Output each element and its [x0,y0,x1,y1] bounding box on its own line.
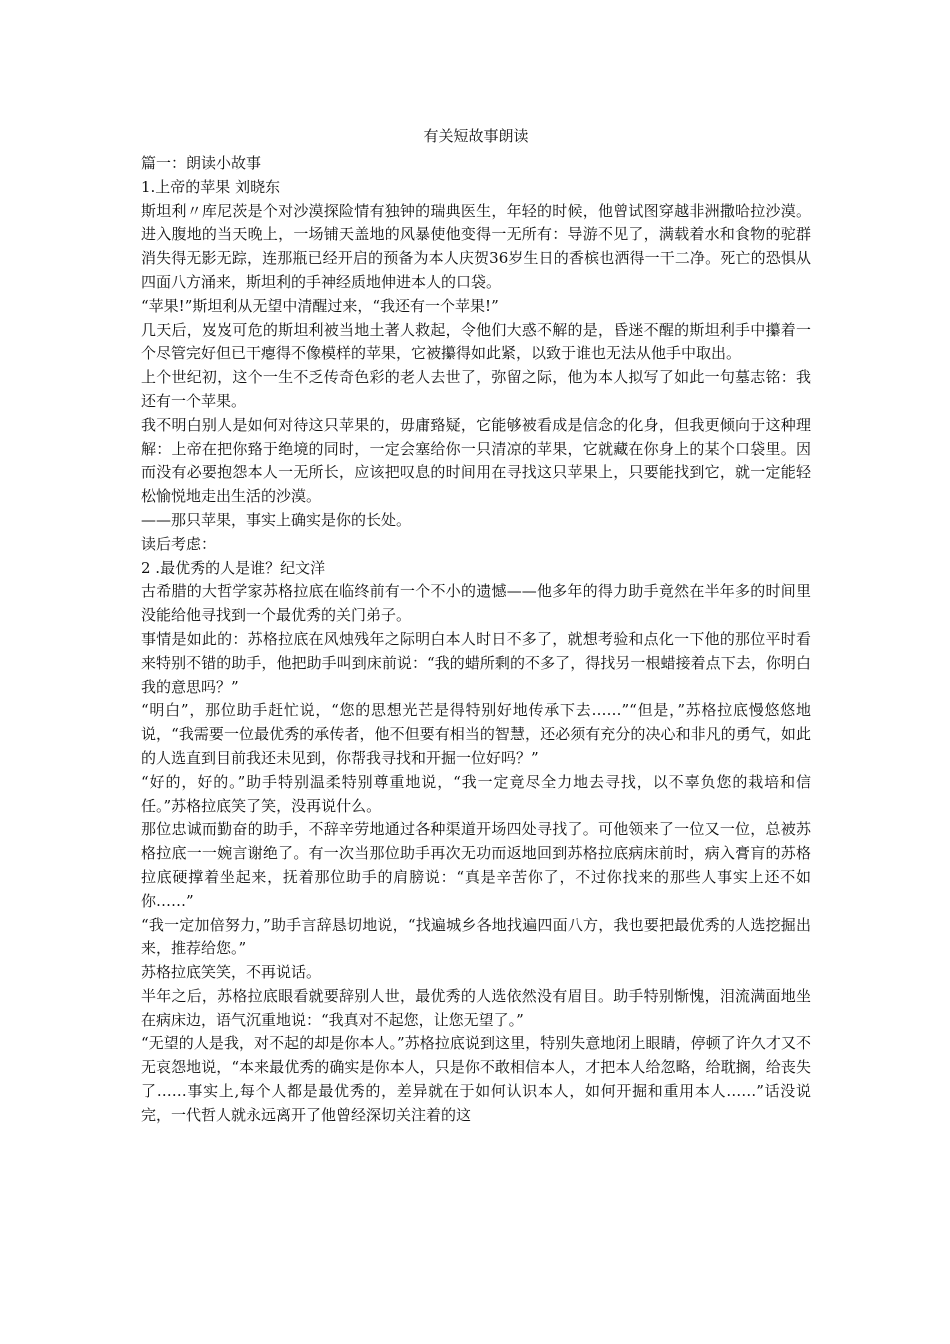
paragraph: 那位忠诚而勤奋的助手，不辞辛劳地通过各种渠道开场四处寻找了。可他领来了一位又一位，总被苏格拉底一一婉言谢绝了。有一次当那位助手再次无功而返地回到苏格拉底病床前时，病入膏肓的苏格拉底硬撑着坐起来，抚着那位助手的肩膀说：“真是辛苦你了，不过你找来的那些人事实上还不如你……” [141,820,811,910]
paragraph: ——那只苹果，事实上确实是你的长处。 [141,510,412,529]
paragraph: “明白”，那位助手赶忙说，“您的思想光芒是得特别好地传承下去……”“但是，”苏格拉底慢悠悠地说，“我需要一位最优秀的承传者，他不但要有相当的智慧，还必须有充分的决心和非凡的勇气，如此的人选直到目前我还未见到，你帮我寻找和开掘一位好吗？” [141,701,811,767]
paragraph: 上个世纪初，这个一生不乏传奇色彩的老人去世了，弥留之际，他为本人拟写了如此一句墓志铭：我还有一个苹果。 [141,368,811,410]
paragraph: 斯坦利〃库尼茨是个对沙漠探险情有独钟的瑞典医生，年轻的时候，他曾试图穿越非洲撒哈拉沙漠。进入腹地的当天晚上，一场铺天盖地的风暴使他变得一无所有：导游不见了，满载着水和食物的驼群消失得无影无踪，连那瓶已经开启的预备为本人庆贺36岁生日的香槟也洒得一干二净。死亡的恐惧从四面八方涌来，斯坦利的手神经质地伸进本人的口袋。 [141,201,811,291]
paragraph-story-1-heading: 1.上帝的苹果 刘晓东 [141,177,281,196]
paragraph: “苹果!”斯坦利从无望中清醒过来，“我还有一个苹果!” [141,296,499,315]
paragraph-story-2-heading: 2 .最优秀的人是谁？纪文洋 [141,558,326,577]
paragraph: 事情是如此的：苏格拉底在风烛残年之际明白本人时日不多了，就想考验和点化一下他的那位平时看来特别不错的助手，他把助手叫到床前说：“我的蜡所剩的不多了，得找另一根蜡接着点下去，你明白我的意思吗？” [141,629,811,696]
paragraph: “好的，好的。”助手特别温柔特别尊重地说，“我一定竟尽全力地去寻找，以不辜负您的栽培和信任。”苏格拉底笑了笑，没再说什么。 [141,772,811,815]
paragraph: “我一定加倍努力，”助手言辞恳切地说，“找遍城乡各地找遍四面八方，我也要把最优秀的人选挖掘出来，推荐给您。” [141,915,811,958]
paragraph: 我不明白别人是如何对待这只苹果的，毋庸臵疑，它能够被看成是信念的化身，但我更倾向于这种理解：上帝在把你臵于绝境的同时，一定会塞给你一只清凉的苹果，它就藏在你身上的某个口袋里。因而没有必要抱怨本人一无所长，应该把叹息的时间用在寻找这只苹果上，只要能找到它，就一定能轻松愉悦地走出生活的沙漠。 [141,415,811,506]
paragraph: 几天后，岌岌可危的斯坦利被当地土著人救起，令他们大惑不解的是，昏迷不醒的斯坦利手中攥着一个尽管完好但已干瘪得不像模样的苹果，它被攥得如此紧，以致于谁也无法从他手中取出。 [141,320,811,363]
paragraph-section-heading: 篇一：朗读小故事 [141,154,262,172]
document-body [141,124,811,1128]
paragraph: 苏格拉底笑笑，不再说话。 [141,963,322,982]
paragraph: “无望的人是我，对不起的却是你本人。”苏格拉底说到这里，特别失意地闭上眼睛，停顿了许久才又不无哀怨地说，“本来最优秀的确实是你本人，只是你不敢相信本人，才把本人给忽略，给耽搁，给丧失了……事实上,每个人都是最优秀的，差异就在于如何认识本人，如何开掘和重用本人……”话没说完，一代哲人就永远离开了他曾经深切关注着的这 [141,1034,811,1124]
paragraph: 古希腊的大哲学家苏格拉底在临终前有一个不小的遗憾——他多年的得力助手竟然在半年多的时间里没能给他寻找到一个最优秀的关门弟子。 [141,582,811,625]
paragraph: 半年之后，苏格拉底眼看就要辞别人世，最优秀的人选依然没有眉目。助手特别惭愧，泪流满面地坐在病床边，语气沉重地说：“我真对不起您，让您无望了。” [141,986,811,1029]
document-title: 有关短故事朗读 [423,127,529,145]
paragraph-reflection-heading: 读后考虑： [141,534,217,553]
